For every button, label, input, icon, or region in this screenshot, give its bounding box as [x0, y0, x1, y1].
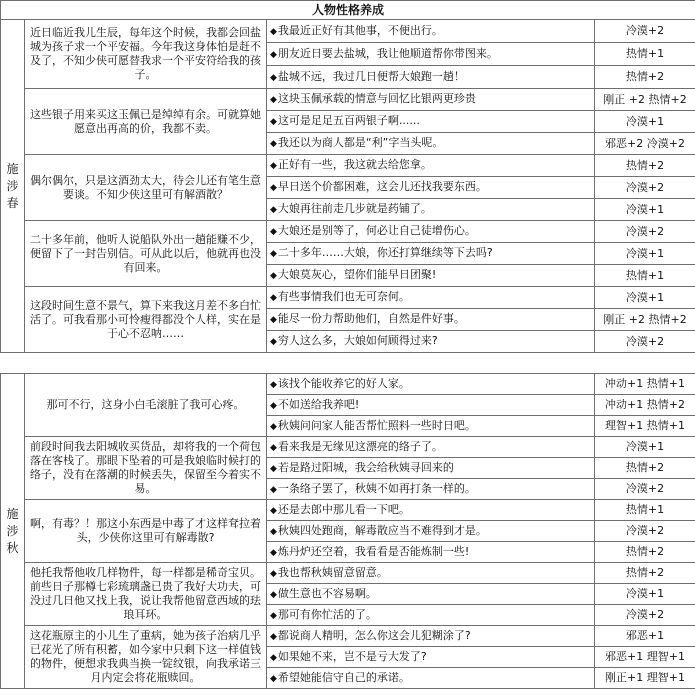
option-row[interactable] — [267, 287, 595, 309]
option-text: 我还以为商人都是“利”字当头呢。 — [277, 136, 444, 149]
option-text: 大娘还是别等了，何必让自己徒增伤心。 — [277, 224, 476, 237]
option-text: 还是去郎中那儿看一下吧。 — [277, 502, 410, 516]
effect-value: 冷漠+2 — [595, 177, 695, 199]
diamond-bullet-icon: ◆ — [270, 227, 277, 237]
option-row[interactable] — [267, 605, 595, 626]
option-row[interactable] — [267, 133, 595, 155]
diamond-bullet-icon: ◆ — [270, 271, 277, 281]
option-text: 不如送给我养吧! — [277, 397, 360, 411]
option-text: 炼丹炉还空着，我看看是否能炼制一些! — [277, 544, 470, 558]
effect-value: 热情+1 — [595, 43, 695, 66]
option-text: 二十多年……大娘，你还打算继续等下去吗? — [277, 246, 493, 259]
diamond-bullet-icon: ◆ — [270, 315, 277, 325]
option-row[interactable] — [267, 416, 595, 437]
effect-value: 刚正 +2 热情+2 — [595, 309, 695, 331]
effect-value: 热情+2 — [595, 155, 695, 177]
season-label: 施涉秋 — [1, 374, 25, 689]
diamond-bullet-icon: ◆ — [270, 139, 277, 149]
option-row[interactable] — [267, 437, 595, 458]
effect-value: 冲动+1 热情+1 — [595, 374, 695, 395]
option-row[interactable] — [267, 43, 595, 66]
option-text: 秋姨问问家人能否帮忙照料一些时日吧。 — [277, 418, 476, 432]
npc-dialogue: 近日临近我儿生辰，每年这个时候，我都会回盐城为孩子求一个平安福。今年我这身体怕是赶不及了，不知少侠可愿替我求一个平安符给我的孩子。 — [25, 20, 267, 89]
diamond-bullet-icon: ◆ — [270, 505, 277, 516]
option-row[interactable] — [267, 563, 595, 584]
diamond-bullet-icon: ◆ — [270, 95, 277, 105]
effect-value: 热情+2 — [595, 458, 695, 479]
effect-value: 热情+1 — [595, 265, 695, 287]
effect-value: 刚正 +2 热情+2 — [595, 89, 695, 111]
npc-dialogue: 这花瓶原主的小儿生了重病，她为孩子治病几乎已花光了所有积蓄，如今家中只剩下这一样值钱的物件，便想求我典当换一锭纹银，向我承诺三月内定会将花瓶赎回。 — [25, 626, 267, 689]
effect-value: 邪恶+1 理智+1 — [595, 647, 695, 668]
diamond-bullet-icon: ◆ — [270, 293, 277, 303]
effect-value: 热情+2 — [595, 66, 695, 89]
diamond-bullet-icon: ◆ — [270, 610, 277, 621]
option-text: 希望她能信守自己的承诺。 — [277, 670, 410, 684]
option-text: 我也帮秋姨留意留意。 — [277, 565, 388, 579]
option-row[interactable] — [267, 265, 595, 287]
option-text: 一条络子罢了，秋姨不如再打条一样的。 — [277, 481, 476, 495]
option-text: 朋友近日要去盐城，我让他顺道帮你带图来。 — [277, 46, 498, 60]
diamond-bullet-icon: ◆ — [270, 183, 277, 193]
diamond-bullet-icon: ◆ — [270, 400, 277, 411]
diamond-bullet-icon: ◆ — [270, 249, 277, 259]
diamond-bullet-icon: ◆ — [270, 442, 277, 453]
option-text: 正好有一些，我这就去给您拿。 — [277, 158, 432, 171]
option-row[interactable] — [267, 521, 595, 542]
option-text: 大娘莫灰心，望你们能早日团聚! — [277, 268, 437, 281]
option-text: 如果她不来，岂不是亏大发了? — [277, 649, 427, 663]
diamond-bullet-icon: ◆ — [270, 421, 277, 432]
effect-value: 冷漠+2 — [595, 521, 695, 542]
season-label: 施涉春 — [1, 20, 25, 353]
npc-dialogue: 这段时间生意不景气，算下来我这月差不多白忙活了。可我看那小可怜瘦得都没个人样，实在是于心不忍呐…… — [25, 287, 267, 353]
option-text: 看来我是无缘见这漂亮的络子了。 — [277, 439, 443, 453]
option-text: 大娘再往前走几步就是药铺了。 — [277, 202, 432, 215]
option-text: 穷人这么多，大娘如何顾得过来? — [277, 334, 438, 347]
diamond-bullet-icon: ◆ — [270, 589, 277, 600]
effect-value: 热情+2 — [595, 542, 695, 563]
option-text: 我最近正好有其他事，不便出行。 — [277, 23, 443, 37]
effect-value: 热情+2 — [595, 563, 695, 584]
option-text: 那可有你忙活的了。 — [277, 607, 377, 621]
diamond-bullet-icon: ◆ — [270, 463, 277, 474]
option-row[interactable] — [267, 331, 595, 353]
effect-value: 冷漠+1 — [595, 199, 695, 221]
diamond-bullet-icon: ◆ — [270, 49, 277, 60]
option-text: 盐城不远，我过几日便帮大娘跑一趟！ — [277, 69, 465, 83]
option-row[interactable] — [267, 20, 595, 43]
diamond-bullet-icon: ◆ — [270, 161, 277, 171]
effect-value: 刚正+1 理智+1 — [595, 668, 695, 689]
option-row[interactable] — [267, 668, 595, 689]
diamond-bullet-icon: ◆ — [270, 379, 277, 390]
npc-dialogue: 偶尔偶尔，只是这酒劲太大，待会儿还有笔生意要谈。不知少侠这里可有解酒散？ — [25, 155, 267, 221]
option-row[interactable] — [267, 177, 595, 199]
option-row[interactable] — [267, 458, 595, 479]
option-text: 做生意也不容易啊。 — [277, 586, 377, 600]
option-row[interactable] — [267, 66, 595, 89]
effect-value: 冷漠+1 — [595, 287, 695, 309]
diamond-bullet-icon: ◆ — [270, 484, 277, 495]
effect-value: 冷漠+2 — [595, 20, 695, 43]
diamond-bullet-icon: ◆ — [270, 205, 277, 215]
option-text: 早日送个价都困难，这会儿还找我要东西。 — [277, 180, 487, 193]
effect-value: 冷漠+2 — [595, 479, 695, 500]
option-row[interactable] — [267, 243, 595, 265]
npc-dialogue: 这些银子用来买这玉佩已是绰绰有余。可就算她愿意出再高的价，我都不卖。 — [25, 89, 267, 155]
effect-value: 热情+1 — [595, 500, 695, 521]
effect-value: 冷漠+1 — [595, 243, 695, 265]
diamond-bullet-icon: ◆ — [270, 652, 277, 663]
option-row[interactable] — [267, 309, 595, 331]
effect-value: 冷漠+1 — [595, 111, 695, 133]
option-row[interactable] — [267, 500, 595, 521]
sheet-title: 人物性格养成 — [1, 1, 695, 20]
diamond-bullet-icon: ◆ — [270, 547, 277, 558]
effect-value: 邪恶+2 冷漠+2 — [595, 133, 695, 155]
option-text: 这可是足足五百两银子啊...... — [277, 114, 420, 127]
diamond-bullet-icon: ◆ — [270, 26, 277, 37]
option-text: 若是路过阳城，我会给秋姨寻回来的 — [277, 460, 454, 474]
diamond-bullet-icon: ◆ — [270, 526, 277, 537]
effect-value: 冷漠+1 — [595, 584, 695, 605]
npc-dialogue: 前段时间我去阳城收买货品，却将我的一个荷包落在客栈了。那眼下坠着的可是我娘临时候打的络子，没有在落潮的时候丢失，保留至今着实不易。 — [25, 437, 267, 500]
option-row[interactable] — [267, 89, 595, 111]
option-row[interactable] — [267, 584, 595, 605]
effect-value: 邪恶+1 — [595, 626, 695, 647]
option-row[interactable] — [267, 542, 595, 563]
option-text: 能尽一份力帮助他们，自然是件好事。 — [277, 312, 465, 325]
diamond-bullet-icon: ◆ — [270, 568, 277, 579]
option-text: 秋姨四处跑商，解毒散应当不难得到才是。 — [277, 523, 487, 537]
effect-value: 冷漠+2 — [595, 605, 695, 626]
option-row[interactable] — [267, 395, 595, 416]
option-row[interactable] — [267, 199, 595, 221]
option-text: 该找个能收养它的好人家。 — [277, 376, 410, 390]
option-row[interactable] — [267, 479, 595, 500]
effect-value: 冷漠+1 — [595, 437, 695, 458]
diamond-bullet-icon: ◆ — [270, 673, 277, 684]
npc-dialogue: 他托我帮他收几样物件，每一样都是稀奇宝贝。前些日子那樽七彩琉璃盏已贵了我好大功夫，可没过几日他又找上我，说让我帮他留意西域的珐琅耳环。 — [25, 563, 267, 626]
npc-dialogue: 啊，有毒？！那这小东西是中毒了才这样耷拉着头，少侠你这里可有解毒散? — [25, 500, 267, 563]
table-autumn — [0, 373, 695, 689]
option-row[interactable] — [267, 221, 595, 243]
option-text: 这块玉佩承载的情意与回忆比银两更珍贵 — [277, 92, 476, 105]
option-row[interactable] — [267, 155, 595, 177]
diamond-bullet-icon: ◆ — [270, 631, 277, 642]
option-row[interactable] — [267, 374, 595, 395]
diamond-bullet-icon: ◆ — [270, 117, 277, 127]
effect-value: 冷漠+2 — [595, 221, 695, 243]
option-text: 都说商人精明，怎么你这会儿犯糊涂了? — [277, 628, 471, 642]
npc-dialogue: 二十多年前，他听人说船队外出一趟能赚不少，便留下了一封告别信。可从此以后，他就再也没有回来。 — [25, 221, 267, 287]
effect-value: 冷漠+2 — [595, 331, 695, 353]
option-row[interactable] — [267, 647, 595, 668]
option-text: 有些事情我们也无可奈何。 — [277, 290, 410, 303]
option-row[interactable] — [267, 626, 595, 647]
npc-dialogue: 那可不行，这身小白毛滚脏了我可心疼。 — [25, 374, 267, 437]
diamond-bullet-icon: ◆ — [270, 337, 277, 347]
effect-value: 冲动+1 热情+2 — [595, 395, 695, 416]
effect-value: 理智+1 热情+1 — [595, 416, 695, 437]
diamond-bullet-icon: ◆ — [270, 72, 277, 83]
option-row[interactable] — [267, 111, 595, 133]
